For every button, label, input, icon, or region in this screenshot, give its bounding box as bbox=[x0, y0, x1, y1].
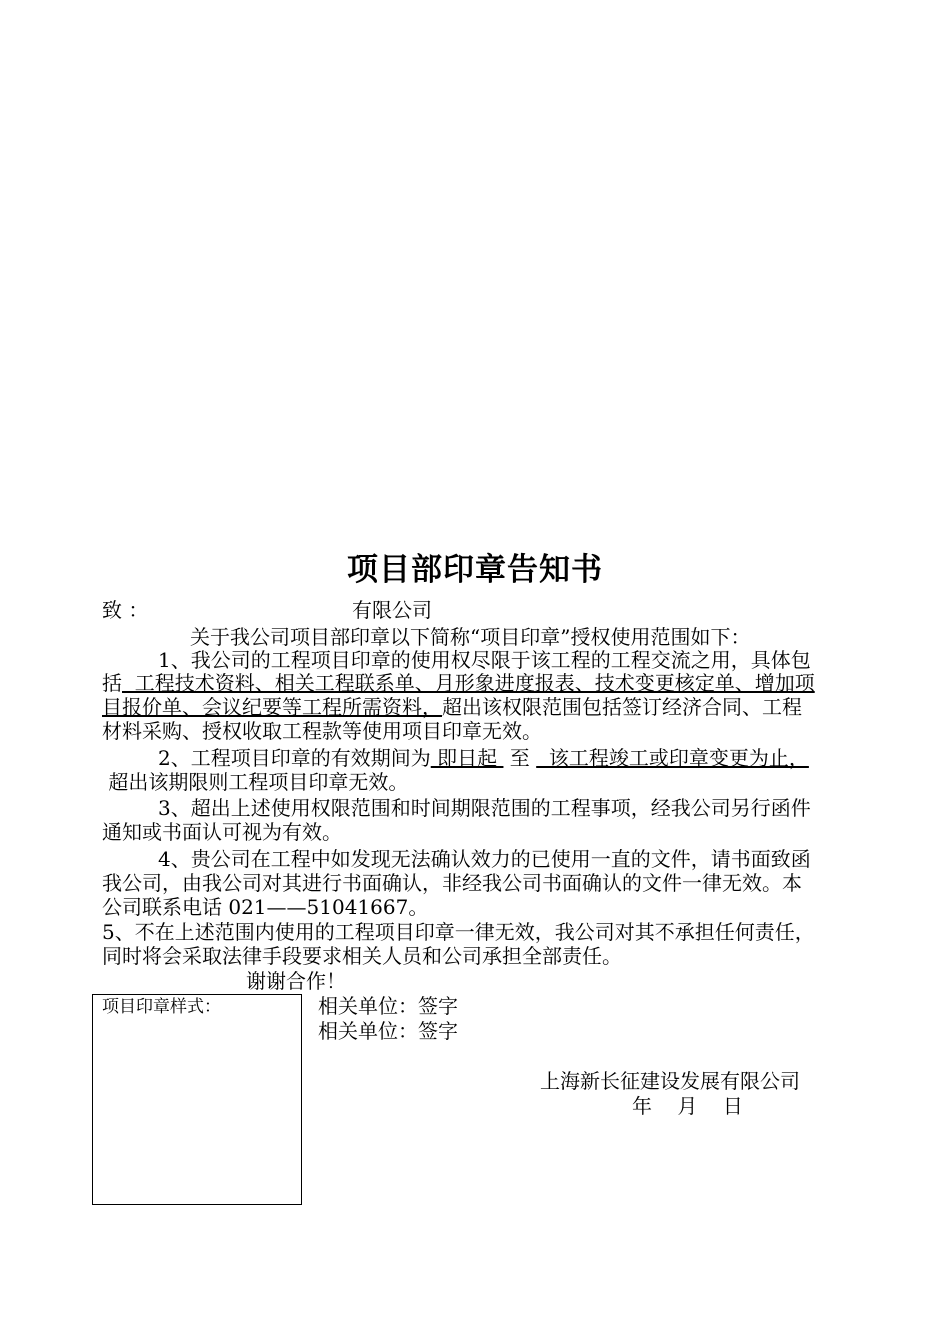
item3-line2: 通知或书面认可视为有效。 bbox=[102, 820, 342, 844]
intro-line: 关于我公司项目部印章以下简称“项目印章”授权使用范围如下： bbox=[190, 625, 751, 649]
item2-line2: 超出该期限则工程项目印章无效。 bbox=[102, 770, 409, 794]
signature-line-1: 相关单位：签字 bbox=[318, 994, 458, 1018]
item1-scope-underlined-end: 目报价单、会议纪要等工程所需资料， bbox=[102, 695, 442, 719]
item1-scope-underlined: 工程技术资料、相关工程联系单、月形象进度报表、技术变更核定单、增加项 bbox=[122, 671, 815, 695]
addressee-company: 有限公司 bbox=[352, 598, 432, 622]
stamp-sample-label: 项目印章样式： bbox=[102, 997, 221, 1017]
item4-line3: 公司联系电话 021——51041667。 bbox=[102, 895, 429, 919]
issuing-company: 上海新长征建设发展有限公司 bbox=[540, 1069, 800, 1093]
item2-from: 即日起 bbox=[430, 746, 504, 770]
item5-line1: 5、不在上述范围内使用的工程项目印章一律无效，我公司对其不承担任何责任， bbox=[102, 920, 815, 944]
item1-line3 bbox=[102, 695, 802, 719]
item3-line1: 3、超出上述使用权限范围和时间期限范围的工程事项，经我公司另行函件 bbox=[158, 796, 811, 820]
item2-until: 该工程竣工或印章变更为止， bbox=[536, 746, 809, 770]
item2-to-word: 至 bbox=[503, 746, 537, 770]
item4-line1: 4、贵公司在工程中如发现无法确认效力的已使用一直的文件，请书面致函 bbox=[158, 847, 811, 871]
thanks-line: 谢谢合作！ bbox=[246, 969, 346, 993]
signature-line-2: 相关单位：签字 bbox=[318, 1019, 458, 1043]
item1-line4: 材料采购、授权收取工程款等使用项目印章无效。 bbox=[102, 719, 542, 743]
item2-line1 bbox=[158, 746, 809, 770]
item1-line3-rest: 超出该权限范围包括签订经济合同、工程 bbox=[442, 695, 802, 719]
date-line: 年 月 日 bbox=[632, 1094, 743, 1118]
item1-line2-prefix: 括 bbox=[102, 671, 122, 695]
stamp-sample-box bbox=[92, 994, 302, 1205]
document-title: 项目部印章告知书 bbox=[347, 552, 603, 588]
addressee-prefix: 致 ： bbox=[102, 598, 149, 622]
item1-line2 bbox=[102, 671, 815, 695]
item1-line1: 1、我公司的工程项目印章的使用权尽限于该工程的工程交流之用，具体包 bbox=[158, 648, 811, 672]
item2-prefix: 2、工程项目印章的有效期间为 bbox=[158, 746, 431, 770]
item4-line2: 我公司，由我公司对其进行书面确认，非经我公司书面确认的文件一律无效。本 bbox=[102, 871, 802, 895]
item5-line2: 同时将会采取法律手段要求相关人员和公司承担全部责任。 bbox=[102, 944, 622, 968]
